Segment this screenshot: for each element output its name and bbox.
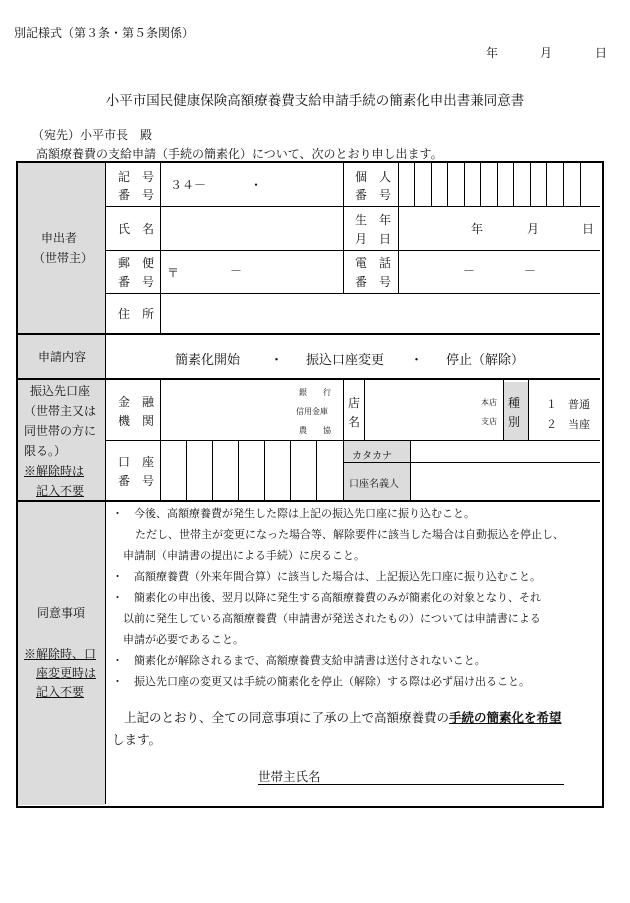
option-account-change[interactable]: 振込口座変更: [306, 353, 385, 368]
kojin-box-line: [414, 163, 415, 206]
bank-name-field[interactable]: [162, 382, 292, 438]
address-label: 住 所: [118, 307, 155, 321]
line-row1: [106, 206, 600, 207]
birth-label-2: 月 日: [355, 232, 392, 246]
shiten-label: 支店: [481, 417, 497, 426]
closing-end: します。: [112, 732, 162, 747]
line-holder: [410, 440, 411, 501]
koza-label: 口 座: [118, 455, 155, 469]
birth-day: 日: [582, 222, 595, 236]
label-column-line: [105, 163, 106, 804]
line-shu-2: [528, 380, 529, 440]
kojin-box-line: [513, 163, 514, 206]
phone-label-2: 番 号: [355, 275, 392, 289]
postal-mark: 〒: [167, 266, 180, 280]
signature-line: [258, 784, 564, 785]
kigo-label: 記 号: [118, 170, 155, 184]
address-field[interactable]: [162, 295, 598, 332]
koza-box-line: [316, 440, 317, 501]
line-applicant-sub: [160, 163, 161, 334]
kojin-box-line: [447, 163, 448, 206]
bank-note-2: 記入不要: [36, 484, 85, 498]
holder-label: 口座名義人: [349, 479, 399, 490]
katakana-field[interactable]: [412, 442, 598, 461]
kojin-label: 個 人: [355, 170, 392, 184]
koza-box-line: [264, 440, 265, 501]
phone-dash-1: －: [463, 264, 476, 278]
bank-label-3: 同世帯の方に: [24, 424, 97, 438]
postal-dash: －: [230, 264, 243, 278]
closing-text: 上記のとおり、全ての同意事項に了承の上で高額療養費の: [124, 710, 450, 725]
name-field[interactable]: [162, 208, 342, 249]
line-bank-row: [106, 440, 600, 441]
kigo-dot: ・: [250, 178, 263, 192]
kojin-box-line: [546, 163, 547, 206]
date-month: 月: [540, 46, 553, 60]
koza-box-line: [186, 440, 187, 501]
kojin-box-line: [431, 163, 432, 206]
kojin-label-2: 番 号: [355, 188, 392, 202]
option-start[interactable]: 簡素化開始: [175, 353, 241, 368]
line-bank-sub: [160, 380, 161, 501]
line-applicant-mid: [343, 163, 344, 294]
katakana-label: カタカナ: [352, 451, 392, 462]
signature-label: 世帯主氏名: [258, 769, 321, 784]
kigo-label-2: 番 号: [118, 188, 155, 202]
birth-year: 年: [471, 222, 484, 236]
ten-label: 店: [348, 396, 361, 410]
intro-text: 高額療養費の支給申請（手続の簡素化）について、次のとおり申し出ます。: [36, 147, 443, 161]
honten-label: 本店: [481, 398, 497, 407]
koza-label-2: 番 号: [118, 474, 155, 488]
kigo-value[interactable]: ３４－: [170, 178, 207, 192]
koza-box-line: [212, 440, 213, 501]
kinyu-label-2: 機 関: [118, 414, 155, 428]
type-futsu[interactable]: １ 普通: [546, 398, 590, 411]
birth-label: 生 年: [355, 213, 392, 227]
consent-item-cont: 申請が必要であること。: [123, 633, 244, 646]
consent-item: ・ 振込先口座の変更又は手続の簡素化を停止（解除）する際は必ず届け出ること。: [112, 675, 530, 688]
kojin-box-line: [497, 163, 498, 206]
consent-item: ・ 簡素化の申出後、翌月以降に発生する高額療養費のみが簡素化の対象となり、それ: [112, 591, 541, 604]
line-applicant-mid2: [398, 163, 399, 294]
branch-name-field[interactable]: [366, 382, 476, 438]
koza-box-line: [238, 440, 239, 501]
postal-label: 郵 便: [118, 256, 155, 270]
line-bank-mid: [343, 380, 344, 501]
date-year: 年: [486, 46, 499, 60]
kojin-box-line: [580, 163, 581, 206]
applicant-label: 申出者: [41, 231, 78, 245]
kojin-box-line: [464, 163, 465, 206]
bank-note: ※解除時は: [24, 464, 85, 478]
page-title: 小平市国民健康保険高額療養費支給申請手続の簡素化申出書兼同意書: [105, 93, 525, 109]
kojin-box-line: [563, 163, 564, 206]
ten-label-2: 名: [348, 415, 361, 429]
birth-month: 月: [527, 222, 540, 236]
type-toza[interactable]: ２ 当座: [546, 418, 590, 431]
phone-label: 電 話: [355, 256, 392, 270]
signature-field[interactable]: [322, 764, 562, 783]
consent-item-cont: ただし、世帯主が変更になった場合等、解除要件に該当した場合は自動振込を停止し、: [135, 528, 564, 541]
koza-box-line: [290, 440, 291, 501]
option-stop[interactable]: 停止（解除）: [446, 353, 525, 368]
option-sep-1: ・: [270, 353, 284, 368]
consent-note-2: 座変更時は: [36, 666, 97, 680]
phone-dash-2: －: [524, 264, 537, 278]
line-ten: [364, 380, 365, 440]
line-row2: [106, 250, 600, 251]
line-shu: [503, 380, 504, 440]
addressee: （宛先）小平市長 殿: [32, 128, 153, 142]
shu-label: 種: [508, 396, 521, 410]
shu-label-2: 別: [508, 415, 521, 429]
consent-item-cont: 申請制（申請書の提出による手続）に戻ること。: [123, 549, 365, 562]
consent-note-3: 記入不要: [36, 685, 85, 699]
consent-label: 同意事項: [37, 606, 86, 620]
kojin-box-line: [530, 163, 531, 206]
closing-emphasis: 手続の簡素化を希望: [449, 710, 562, 725]
consent-item: ・ 高額療養費（外来年間合算）に該当した場合は、上記振込先口座に振り込むこと。: [112, 570, 541, 583]
holder-field[interactable]: [412, 464, 598, 499]
bank-label-4: 限る。）: [24, 444, 67, 458]
form-label: 別記様式（第３条・第５条関係）: [14, 26, 195, 40]
ginko-label: 銀 行: [299, 388, 331, 397]
nokyo-label: 農 協: [299, 426, 331, 435]
consent-note: ※解除時、口: [24, 647, 97, 661]
kinyu-label: 金 融: [118, 395, 155, 409]
request-label: 申請内容: [38, 350, 87, 364]
consent-item: ・ 簡素化が解除されるまで、高額療養費支給申請書は送付されないこと。: [112, 654, 486, 667]
bank-label: 振込先口座: [30, 384, 91, 398]
closing-statement: [124, 708, 562, 726]
name-label: 氏 名: [118, 222, 155, 236]
applicant-sublabel: （世帯主）: [33, 251, 94, 265]
kojin-box-line: [480, 163, 481, 206]
bank-label-2: （世帯主又は: [24, 404, 97, 418]
option-sep-2: ・: [410, 353, 424, 368]
line-row3: [106, 293, 600, 294]
consent-item: ・ 今後、高額療養費が発生した際は上記の振込先口座に振り込むこと。: [112, 507, 475, 520]
date-day: 日: [595, 46, 608, 60]
shinkin-label: 信用金庫: [296, 407, 328, 416]
postal-label-2: 番 号: [118, 275, 155, 289]
consent-item-cont: 以前に発生している高額療養費（申請書が発送されたもの）については申請書による: [123, 612, 541, 625]
line-katakana: [343, 462, 600, 463]
